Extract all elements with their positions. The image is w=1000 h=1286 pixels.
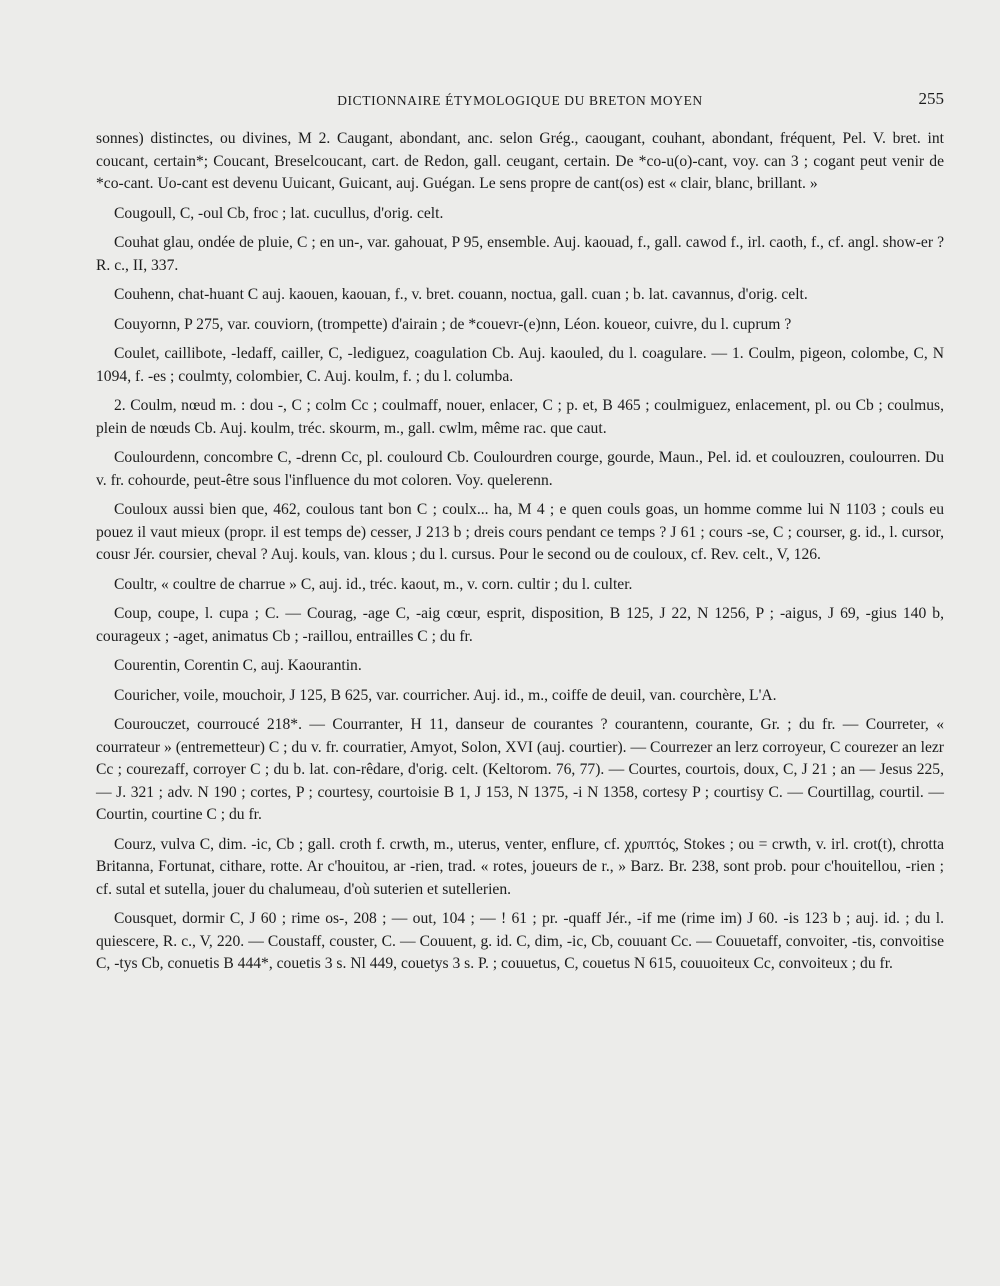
entry-couloux: Couloux aussi bien que, 462, coulous tant bon C ; coulx... ha, M 4 ; e quen couls goas, un homme comme lui N 1103 ; couls eu pouez il vaut mieux (propr. il est temps de) cesser, J 213 b ; dreis cours pendant ce temps ? J 61 ; cours -se, C ; courser, g. id., l. cursor, cousr Jér. coursier, cheval ? Auj. kouls, van. klous ; du l. cursus. Pour le second ou de couloux, cf. Rev. celt., V, 126. xyxy=(96,501,944,563)
entry-couhat: Couhat glau, ondée de pluie, C ; en un-, var. gahouat, P 95, ensemble. Auj. kaouad, f., gall. cawod f., irl. caoth, f., cf. angl. show-er ? R. c., II, 337. xyxy=(96,234,944,274)
running-header xyxy=(96,88,944,114)
entry-courz: Courz, vulva C, dim. -ic, Cb ; gall. croth f. crwth, m., uterus, venter, enflure, cf. χρυπτός, Stokes ; ou = crwth, v. irl. crot(t), chrotta Britanna, Fortunat, cithare, rotte. Ar c'houitou, ar -rien, trad. « rotes, joueurs de r., » Barz. Br. 238, sont prob. pour c'houitellou, -rien ; cf. sutal et sutella, jouer du chalumeau, d'où suterien et sutellerien. xyxy=(96,835,944,898)
entry-coulourdenn: Coulourdenn, concombre C, -drenn Cc, pl. coulourd Cb. Coulourdren courge, gourde, Maun., Pel. id. et coulouzren, coulourren. Du v. fr. cohourde, peut-être sous l'influence du mot coloren. Voy. quelerenn. xyxy=(96,449,944,489)
entry-couricher: Couricher, voile, mouchoir, J 125, B 625, var. courricher. Auj. id., m., coiffe de deuil, van. courchère, L'A. xyxy=(114,686,777,704)
entry-courouczet: Courouczet, courroucé 218*. — Courranter, H 11, danseur de courantes ? courantenn, courante, Gr. ; du fr. — Courreter, « courrateur » (entremetteur) C ; du v. fr. courratier, Amyot, Solon, XVI (auj. courtier). — Courrezer an lerz corroyeur, C courezer an lezr Cc ; courezaff, corroyer C ; du b. lat. con-rêdare, d'orig. celt. (Keltorom. 76, 77). — Courtes, courtois, doux, C, J 21 ; an — Jesus 225, — J. 321 ; adv. N 190 ; cortes, P ; courtesy, courtoisie B 1, J 153, N 1375, -i N 1358, cortesy P ; courtisy C. — Courtillag, courtil. — Courtin, courtine C ; du fr. xyxy=(96,716,944,823)
entry-courentin: Courentin, Corentin C, auj. Kaourantin. xyxy=(114,657,362,674)
page-number: 255 xyxy=(918,89,944,108)
entry-couyornn: Couyornn, P 275, var. couviorn, (trompette) d'airain ; de *couevr-(e)nn, Léon. koueor, cuivre, du l. cuprum ? xyxy=(114,315,792,333)
entry-coup: Coup, coupe, l. cupa ; C. — Courag, -age C, -aig cœur, esprit, disposition, B 125, J 22, N 1256, P ; -aigus, J 69, -gius 140 b, courageux ; -aget, animatus Cb ; -raillou, entrailles C ; du fr. xyxy=(96,605,944,645)
entry-coultr: Coultr, « coultre de charrue » C, auj. id., tréc. kaout, m., v. corn. cultir ; du l. culter. xyxy=(114,575,633,593)
entry-couhenn: Couhenn, chat-huant C auj. kaouen, kaouan, f., v. bret. couann, noctua, gall. cuan ; b. lat. cavannus, d'orig. celt. xyxy=(114,286,808,303)
entry-cousquet: Cousquet, dormir C, J 60 ; rime os-, 208 ; — out, 104 ; — ! 61 ; pr. -quaff Jér., -if me (rime im) J 60. -is 123 b ; auj. id. ; du l. quiescere, R. c., V, 220. — Coustaff, couster, C. — Couuent, g. id. C, dim, -ic, Cb, couuant Cc. — Couuetaff, convoiter, -tis, convoitise C, -tys Cb, conuetis B 444*, couetis 3 s. Nl 449, couetys 3 s. P. ; couuetus, C, couetus N 615, couuoiteux Cc, convoiteux ; du fr. xyxy=(96,910,944,972)
entry-cougoull: Cougoull, C, -oul Cb, froc ; lat. cucullus, d'orig. celt. xyxy=(114,204,444,222)
running-title: DICTIONNAIRE ÉTYMOLOGIQUE DU BRETON MOYEN xyxy=(337,93,703,108)
entry-coulm-2: 2. Coulm, nœud m. : dou -, C ; colm Cc ; coulmaff, nouer, enlacer, C ; p. et, B 465 ; coulmiguez, enlacement, pl. ou Cb ; coulmus, plein de nœuds Cb. Auj. koulm, tréc. skourm, m., gall. cwlm, même rac. que caut. xyxy=(96,397,944,437)
dictionary-text xyxy=(96,128,944,983)
entry-continuation: sonnes) distinctes, ou divines, M 2. Caugant, abondant, anc. selon Grég., caougant, couhant, abondant, fréquent, Pel. V. bret. int coucant, certain*; Coucant, Breselcoucant, cart. de Redon, gall. ceugant, certain. De *co-u(o)-cant, voy. can 3 ; cogant peut venir de *co-cant. Uo-cant est devenu Uuicant, Guicant, auj. Guégan. Le sens propre de cant(os) est « clair, blanc, brillant. » xyxy=(96,130,944,192)
entry-coulet: Coulet, caillibote, -ledaff, cailler, C, -lediguez, coagulation Cb. Auj. kaouled, du l. coagulare. — 1. Coulm, pigeon, colombe, C, N 1094, f. -es ; coulmty, colombier, C. Auj. koulm, f. ; du l. columba. xyxy=(96,345,944,385)
